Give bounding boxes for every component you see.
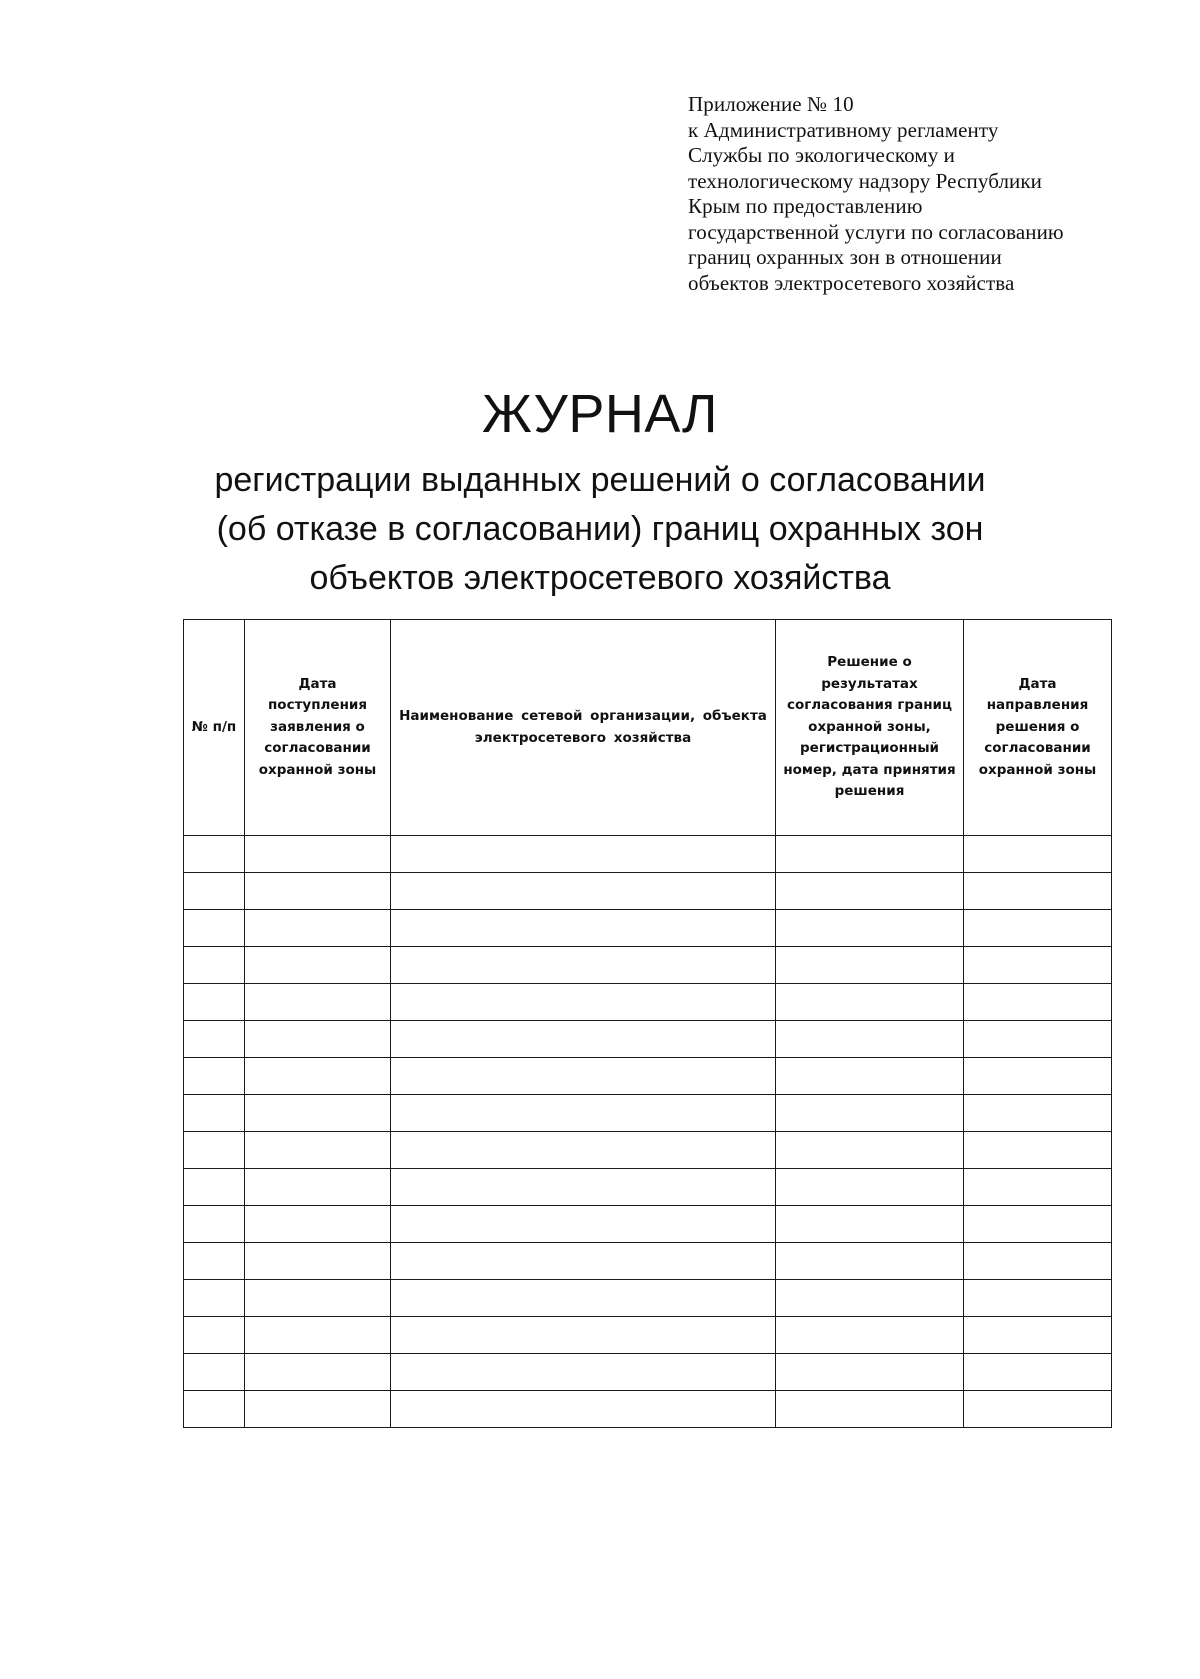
- appendix-note: [688, 92, 1158, 296]
- table-row: [184, 1021, 1112, 1058]
- table-cell: [776, 873, 964, 910]
- table-cell: [391, 836, 776, 873]
- table-cell: [964, 1058, 1112, 1095]
- table-cell: [245, 1132, 391, 1169]
- document-subtitle: [0, 456, 1200, 603]
- table-cell: [964, 1021, 1112, 1058]
- appendix-line: объектов электросетевого хозяйства: [688, 270, 1015, 295]
- table-cell: [245, 1021, 391, 1058]
- document-title: ЖУРНАЛ: [481, 384, 718, 444]
- appendix-line: Приложение № 10: [688, 92, 854, 116]
- table-cell: [245, 984, 391, 1021]
- table-cell: [391, 1280, 776, 1317]
- table-cell: [184, 1206, 245, 1243]
- table-cell: [245, 1095, 391, 1132]
- table-row: [184, 1169, 1112, 1206]
- table-cell: [391, 947, 776, 984]
- registration-journal-table: [183, 619, 1112, 1428]
- table-row: [184, 947, 1112, 984]
- table-cell: [391, 984, 776, 1021]
- table-row: [184, 1058, 1112, 1095]
- table-cell: [391, 1317, 776, 1354]
- table-cell: [964, 1095, 1112, 1132]
- table-cell: [776, 1243, 964, 1280]
- appendix-line: государственной услуги по согласованию: [688, 219, 1064, 244]
- table-cell: [391, 1243, 776, 1280]
- table-row: [184, 1391, 1112, 1428]
- table-cell: [184, 1132, 245, 1169]
- table-cell: [964, 1169, 1112, 1206]
- table-cell: [245, 873, 391, 910]
- table-row: [184, 1243, 1112, 1280]
- table-cell: [776, 1132, 964, 1169]
- table-cell: [964, 1243, 1112, 1280]
- table-cell: [245, 910, 391, 947]
- table-cell: [245, 1354, 391, 1391]
- table-cell: [184, 1354, 245, 1391]
- table-row: [184, 1354, 1112, 1391]
- table-cell: [245, 836, 391, 873]
- table-cell: [184, 1280, 245, 1317]
- table-cell: [776, 947, 964, 984]
- table-cell: [245, 1058, 391, 1095]
- table-cell: [964, 984, 1112, 1021]
- table-cell: [776, 1058, 964, 1095]
- subtitle-line: объектов электросетевого хозяйства: [309, 559, 891, 597]
- table-cell: [964, 1354, 1112, 1391]
- table-cell: [776, 1280, 964, 1317]
- table-cell: [776, 910, 964, 947]
- table-cell: [184, 836, 245, 873]
- table-cell: [245, 1206, 391, 1243]
- table-cell: [964, 1206, 1112, 1243]
- table-cell: [964, 910, 1112, 947]
- table-cell: [391, 1206, 776, 1243]
- subtitle-line: (об отказе в согласовании) границ охранных зон: [216, 510, 984, 548]
- table-cell: [245, 1391, 391, 1428]
- table-cell: [964, 947, 1112, 984]
- appendix-line: технологическому надзору Республики: [688, 168, 1043, 193]
- table-cell: [776, 1169, 964, 1206]
- appendix-line: границ охранных зон в отношении: [688, 245, 1002, 269]
- table-cell: [776, 1354, 964, 1391]
- table-cell: [391, 1021, 776, 1058]
- table-cell: [964, 1132, 1112, 1169]
- header-number: № п/п: [184, 620, 245, 836]
- header-decision: Решение о результатах согласования границ охранной зоны, регистрационный номер, дата принятия решения: [776, 620, 964, 836]
- appendix-line: к Административному регламенту: [688, 117, 999, 142]
- table-cell: [391, 1354, 776, 1391]
- table-body: [184, 836, 1112, 1428]
- header-application-date: Дата поступления заявления о согласовании охранной зоны: [245, 620, 391, 836]
- table-cell: [184, 1169, 245, 1206]
- table-cell: [776, 1391, 964, 1428]
- table-cell: [776, 1095, 964, 1132]
- table-cell: [391, 1095, 776, 1132]
- table-cell: [776, 984, 964, 1021]
- header-organization-name: Наименование сетевой организации, объекта электросетевого хозяйства: [391, 620, 776, 836]
- table-header-row: [184, 620, 1112, 836]
- table-row: [184, 910, 1112, 947]
- header-sent-date: Дата направления решения о согласовании охранной зоны: [964, 620, 1112, 836]
- table-cell: [245, 1243, 391, 1280]
- table-cell: [184, 1058, 245, 1095]
- table-cell: [184, 873, 245, 910]
- table-row: [184, 1206, 1112, 1243]
- appendix-line: Крым по предоставлению: [688, 194, 923, 218]
- table-cell: [184, 1317, 245, 1354]
- table-cell: [184, 1243, 245, 1280]
- table-row: [184, 984, 1112, 1021]
- table-cell: [184, 1391, 245, 1428]
- table-cell: [776, 1317, 964, 1354]
- table-cell: [184, 984, 245, 1021]
- table-cell: [391, 1169, 776, 1206]
- table-cell: [245, 1280, 391, 1317]
- table-row: [184, 873, 1112, 910]
- table-cell: [245, 1317, 391, 1354]
- table-cell: [391, 1058, 776, 1095]
- table-cell: [245, 1169, 391, 1206]
- table-cell: [776, 1206, 964, 1243]
- table-cell: [964, 1317, 1112, 1354]
- table-cell: [391, 1391, 776, 1428]
- table-cell: [964, 873, 1112, 910]
- table-cell: [776, 1021, 964, 1058]
- appendix-line: Службы по экологическому и: [688, 143, 956, 167]
- table-row: [184, 836, 1112, 873]
- table-cell: [776, 836, 964, 873]
- table-cell: [245, 947, 391, 984]
- table-cell: [184, 1095, 245, 1132]
- table-cell: [184, 1021, 245, 1058]
- table-row: [184, 1095, 1112, 1132]
- table-cell: [964, 836, 1112, 873]
- table-cell: [391, 910, 776, 947]
- table-cell: [391, 1132, 776, 1169]
- subtitle-line: регистрации выданных решений о согласовании: [214, 461, 986, 499]
- table-cell: [964, 1280, 1112, 1317]
- table-row: [184, 1280, 1112, 1317]
- table-row: [184, 1317, 1112, 1354]
- table-cell: [391, 873, 776, 910]
- table-row: [184, 1132, 1112, 1169]
- table-cell: [964, 1391, 1112, 1428]
- table-cell: [184, 947, 245, 984]
- table-cell: [184, 910, 245, 947]
